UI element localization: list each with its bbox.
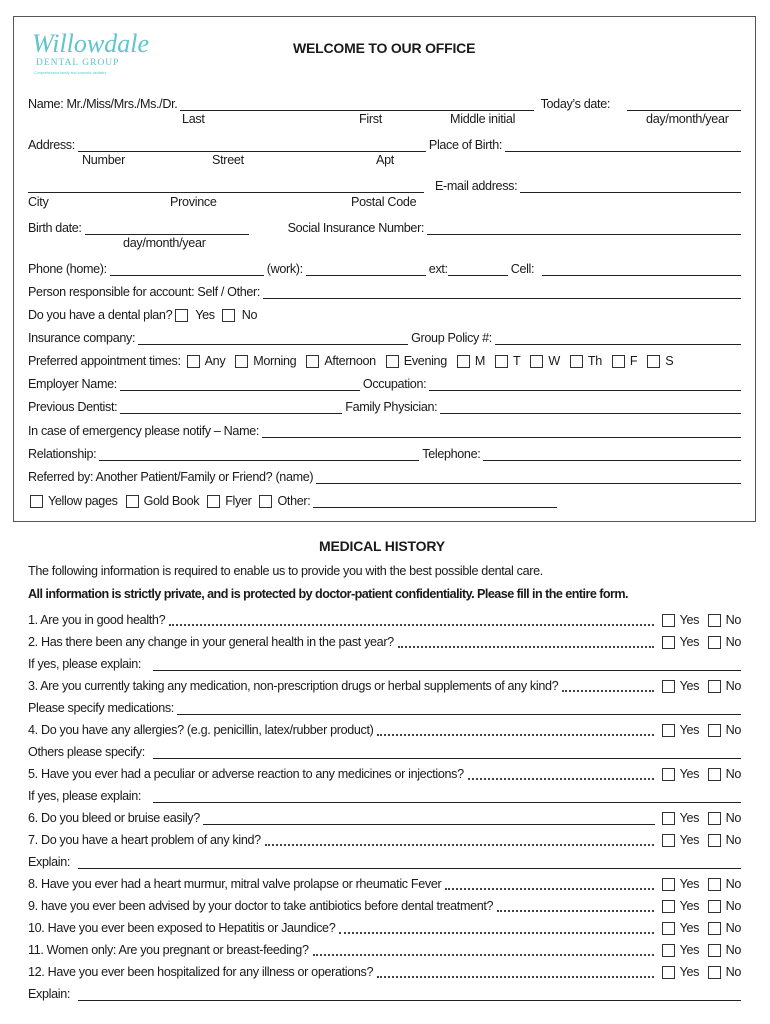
- medical-notice: [28, 583, 741, 601]
- q9-text: 9. have you ever been advised by your doctor to take antibiotics before dental treatment?: [28, 899, 494, 913]
- pref-th-checkbox[interactable]: [570, 355, 583, 368]
- q6-yes-label: Yes: [679, 811, 700, 825]
- ref-gold-book-label: Gold Book: [143, 494, 200, 508]
- middle-caption: Middle initial: [450, 112, 516, 126]
- sin-field[interactable]: [427, 222, 741, 235]
- today-label: Today’s date:: [540, 97, 610, 111]
- dental-plan-label: Do you have a dental plan?: [28, 308, 173, 322]
- ext-field[interactable]: [448, 263, 508, 276]
- employer-field[interactable]: [120, 378, 360, 391]
- q7-explain-field[interactable]: [78, 856, 741, 869]
- first-caption: First: [359, 112, 382, 126]
- q2-yes-checkbox[interactable]: [662, 636, 675, 649]
- q5-row: [28, 763, 741, 781]
- ref-yellow-pages-checkbox[interactable]: [30, 495, 43, 508]
- q4-specify-field[interactable]: [153, 746, 741, 759]
- q4-follow-row: [28, 741, 741, 759]
- pref-th-label: Th: [587, 354, 602, 368]
- medical-intro-text: The following information is required to enable us to provide you with the best possible dental care.: [28, 564, 543, 578]
- dental-plan-row: [28, 304, 741, 322]
- province-caption: Province: [170, 195, 217, 209]
- responsible-label: Person responsible for account: Self / Other:: [28, 285, 261, 299]
- q1-no-label: No: [725, 613, 741, 627]
- q12-row: [28, 961, 741, 979]
- svg-text:Willowdale: Willowdale: [32, 29, 149, 58]
- q5-follow-row: [28, 785, 741, 803]
- name-field[interactable]: [180, 98, 533, 111]
- q9-yes-label: Yes: [679, 899, 700, 913]
- group-policy-label: Group Policy #:: [411, 331, 492, 345]
- q5-no-label: No: [725, 767, 741, 781]
- occupation-label: Occupation:: [362, 377, 427, 391]
- q12-follow-row: [28, 983, 741, 1001]
- ref-flyer-checkbox[interactable]: [207, 495, 220, 508]
- birth-label: Birth date:: [28, 221, 82, 235]
- name-row: [28, 93, 741, 111]
- q3-yes-label: Yes: [679, 679, 700, 693]
- postal-caption: Postal Code: [351, 195, 417, 209]
- pref-any-label: Any: [204, 354, 226, 368]
- referred-row: [28, 466, 741, 484]
- pref-f-checkbox[interactable]: [612, 355, 625, 368]
- q8-row: [28, 873, 741, 891]
- q2-text: 2. Has there been any change in your general health in the past year?: [28, 635, 394, 649]
- referred-field[interactable]: [316, 471, 741, 484]
- apt-caption: Apt: [376, 153, 395, 167]
- q9-no-label: No: [725, 899, 741, 913]
- q10-row: [28, 917, 741, 935]
- q5-follow-label: If yes, please explain:: [28, 789, 142, 803]
- q6-row: [28, 807, 741, 825]
- q1-yes-label: Yes: [679, 613, 700, 627]
- responsible-row: [28, 281, 741, 299]
- q1-no-checkbox[interactable]: [708, 614, 721, 627]
- q2-follow-label: If yes, please explain:: [28, 657, 142, 671]
- q9-yes-checkbox[interactable]: [662, 900, 675, 913]
- pref-afternoon-checkbox[interactable]: [306, 355, 319, 368]
- q2-row: [28, 631, 741, 649]
- q7-text: 7. Do you have a heart problem of any kind?: [28, 833, 261, 847]
- city-row: [28, 175, 741, 193]
- q3-follow-label: Please specify medications:: [28, 701, 174, 715]
- q8-no-checkbox[interactable]: [708, 878, 721, 891]
- q7-row: [28, 829, 741, 847]
- medical-history-title: MEDICAL HISTORY: [319, 538, 445, 554]
- pref-t-label: T: [513, 354, 521, 368]
- occupation-field[interactable]: [429, 378, 741, 391]
- q8-yes-label: Yes: [679, 877, 700, 891]
- q4-yes-checkbox[interactable]: [662, 724, 675, 737]
- work-label: (work):: [266, 262, 303, 276]
- q2-follow-row: [28, 653, 741, 671]
- ref-other-label: Other:: [277, 494, 311, 508]
- q6-yes-checkbox[interactable]: [662, 812, 675, 825]
- q8-no-label: No: [725, 877, 741, 891]
- q12-no-checkbox[interactable]: [708, 966, 721, 979]
- q12-yes-checkbox[interactable]: [662, 966, 675, 979]
- pref-evening-label: Evening: [403, 354, 447, 368]
- q9-no-checkbox[interactable]: [708, 900, 721, 913]
- q2-yes-label: Yes: [679, 635, 700, 649]
- q12-explain-field[interactable]: [78, 988, 741, 1001]
- physician-label: Family Physician:: [345, 400, 438, 414]
- q11-leader: [313, 945, 654, 957]
- q5-yes-checkbox[interactable]: [662, 768, 675, 781]
- relationship-label: Relationship:: [28, 447, 97, 461]
- q11-no-checkbox[interactable]: [708, 944, 721, 957]
- ref-other-checkbox[interactable]: [259, 495, 272, 508]
- q4-no-label: No: [725, 723, 741, 737]
- email-label: E-mail address:: [435, 179, 518, 193]
- place-birth-field[interactable]: [505, 139, 741, 152]
- q6-no-label: No: [725, 811, 741, 825]
- q6-text: 6. Do you bleed or bruise easily?: [28, 811, 200, 825]
- phone-home-label: Phone (home):: [28, 262, 107, 276]
- emergency-field[interactable]: [262, 425, 741, 438]
- q3-follow-row: [28, 697, 741, 715]
- pref-f-label: F: [629, 354, 638, 368]
- q10-leader: [339, 923, 653, 935]
- q11-text: 11. Women only: Are you pregnant or breast-feeding?: [28, 943, 309, 957]
- phone-home-field[interactable]: [110, 263, 264, 276]
- q10-yes-label: Yes: [679, 921, 700, 935]
- q5-explain-field[interactable]: [153, 790, 741, 803]
- name-label: Name: Mr./Miss/Mrs./Ms./Dr.: [28, 97, 178, 111]
- cell-field[interactable]: [542, 263, 741, 276]
- q4-row: [28, 719, 741, 737]
- willowdale-logo: [30, 28, 149, 78]
- q7-leader: [265, 835, 654, 847]
- physician-field[interactable]: [440, 401, 741, 414]
- ext-label: ext:: [428, 262, 448, 276]
- q10-text: 10. Have you ever been exposed to Hepatitis or Jaundice?: [28, 921, 336, 935]
- q3-no-label: No: [725, 679, 741, 693]
- birth-dmy-caption: day/month/year: [123, 236, 206, 250]
- q6-no-checkbox[interactable]: [708, 812, 721, 825]
- q1-text: 1. Are you in good health?: [28, 613, 166, 627]
- q4-text: 4. Do you have any allergies? (e.g. penicillin, latex/rubber product): [28, 723, 374, 737]
- group-policy-field[interactable]: [495, 332, 741, 345]
- q11-no-label: No: [725, 943, 741, 957]
- q11-row: [28, 939, 741, 957]
- employer-row: [28, 373, 741, 391]
- q10-no-label: No: [725, 921, 741, 935]
- pref-m-label: M: [474, 354, 486, 368]
- dental-plan-yes-checkbox[interactable]: [175, 309, 188, 322]
- prev-dentist-field[interactable]: [120, 401, 342, 414]
- q3-text: 3. Are you currently taking any medication, non-prescription drugs or herbal supplements of any kind?: [28, 679, 559, 693]
- form-title: WELCOME TO OUR OFFICE: [293, 40, 476, 56]
- q12-text: 12. Have you ever been hospitalized for any illness or operations?: [28, 965, 374, 979]
- q4-yes-label: Yes: [679, 723, 700, 737]
- telephone-label: Telephone:: [422, 447, 481, 461]
- q2-explain-field[interactable]: [153, 658, 741, 671]
- q3-specify-field[interactable]: [177, 702, 741, 715]
- relationship-field[interactable]: [99, 448, 419, 461]
- q12-follow-label: Explain:: [28, 987, 71, 1001]
- ref-gold-book-checkbox[interactable]: [126, 495, 139, 508]
- q3-leader: [562, 681, 653, 693]
- pref-s-checkbox[interactable]: [647, 355, 660, 368]
- ref-other-field[interactable]: [313, 495, 557, 508]
- pref-s-label: S: [665, 354, 674, 368]
- ref-source-row: [28, 490, 741, 508]
- cell-label: Cell:: [510, 262, 535, 276]
- q1-yes-checkbox[interactable]: [662, 614, 675, 627]
- pref-label: Preferred appointment times:: [28, 354, 181, 368]
- q12-no-label: No: [725, 965, 741, 979]
- pref-m-checkbox[interactable]: [457, 355, 470, 368]
- emergency-row: [28, 420, 741, 438]
- today-dmy-caption: day/month/year: [646, 112, 729, 126]
- q3-row: [28, 675, 741, 693]
- q9-leader: [497, 901, 653, 913]
- dental-plan-no-label: No: [241, 308, 258, 322]
- city-caption: City: [28, 195, 49, 209]
- pref-morning-checkbox[interactable]: [235, 355, 248, 368]
- q7-no-checkbox[interactable]: [708, 834, 721, 847]
- q3-yes-checkbox[interactable]: [662, 680, 675, 693]
- place-birth-label: Place of Birth:: [428, 138, 503, 152]
- q3-no-checkbox[interactable]: [708, 680, 721, 693]
- telephone-field[interactable]: [483, 448, 741, 461]
- employer-label: Employer Name:: [28, 377, 117, 391]
- pref-w-checkbox[interactable]: [530, 355, 543, 368]
- q9-row: [28, 895, 741, 913]
- pref-t-checkbox[interactable]: [495, 355, 508, 368]
- number-caption: Number: [82, 153, 125, 167]
- relationship-row: [28, 443, 741, 461]
- pref-w-label: W: [548, 354, 560, 368]
- q1-leader: [169, 615, 653, 627]
- insurance-row: [28, 327, 741, 345]
- prev-dentist-row: [28, 396, 741, 414]
- pref-any-checkbox[interactable]: [187, 355, 200, 368]
- q6-field[interactable]: [203, 812, 655, 825]
- q7-yes-label: Yes: [679, 833, 700, 847]
- today-date-field[interactable]: [627, 98, 741, 111]
- q12-yes-label: Yes: [679, 965, 700, 979]
- q8-leader: [445, 879, 653, 891]
- birth-field[interactable]: [85, 222, 249, 235]
- q2-no-label: No: [725, 635, 741, 649]
- address-row: [28, 134, 741, 152]
- last-caption: Last: [182, 112, 205, 126]
- q11-yes-checkbox[interactable]: [662, 944, 675, 957]
- q7-yes-checkbox[interactable]: [662, 834, 675, 847]
- q7-no-label: No: [725, 833, 741, 847]
- medical-notice-text: All information is strictly private, and is protected by doctor-patient confidentiality. Please fill in the entire form.: [28, 587, 628, 601]
- q7-follow-label: Explain:: [28, 855, 71, 869]
- q4-leader: [377, 725, 653, 737]
- pref-row: [28, 350, 741, 368]
- q5-yes-label: Yes: [679, 767, 700, 781]
- q7-follow-row: [28, 851, 741, 869]
- q10-yes-checkbox[interactable]: [662, 922, 675, 935]
- phone-row: [28, 258, 741, 276]
- dental-plan-no-checkbox[interactable]: [222, 309, 235, 322]
- q5-text: 5. Have you ever had a peculiar or adverse reaction to any medicines or injections?: [28, 767, 464, 781]
- q2-no-checkbox[interactable]: [708, 636, 721, 649]
- q11-yes-label: Yes: [679, 943, 700, 957]
- email-field[interactable]: [520, 180, 741, 193]
- city-field[interactable]: [28, 180, 424, 193]
- emergency-label: In case of emergency please notify – Name:: [28, 424, 260, 438]
- address-field[interactable]: [78, 139, 426, 152]
- pref-morning-label: Morning: [253, 354, 297, 368]
- ref-yellow-pages-label: Yellow pages: [48, 494, 118, 508]
- insurance-label: Insurance company:: [28, 331, 136, 345]
- work-field[interactable]: [306, 263, 426, 276]
- address-label: Address:: [28, 138, 75, 152]
- pref-evening-checkbox[interactable]: [386, 355, 399, 368]
- q2-leader: [398, 637, 654, 649]
- responsible-field[interactable]: [263, 286, 741, 299]
- medical-intro: [28, 560, 741, 578]
- street-caption: Street: [212, 153, 244, 167]
- insurance-field[interactable]: [138, 332, 408, 345]
- q8-text: 8. Have you ever had a heart murmur, mitral valve prolapse or rheumatic Fever: [28, 877, 442, 891]
- q4-no-checkbox[interactable]: [708, 724, 721, 737]
- q5-leader: [468, 769, 654, 781]
- ref-flyer-label: Flyer: [225, 494, 252, 508]
- q10-no-checkbox[interactable]: [708, 922, 721, 935]
- q8-yes-checkbox[interactable]: [662, 878, 675, 891]
- svg-text:Comprehensive family and cosme: Comprehensive family and cosmetic dentistry: [34, 71, 107, 75]
- prev-dentist-label: Previous Dentist:: [28, 400, 118, 414]
- q4-follow-label: Others please specify:: [28, 745, 145, 759]
- q12-leader: [377, 967, 653, 979]
- q1-row: [28, 609, 741, 627]
- dental-plan-yes-label: Yes: [195, 308, 215, 322]
- sin-label: Social Insurance Number:: [287, 221, 425, 235]
- svg-text:DENTAL GROUP: DENTAL GROUP: [36, 58, 120, 68]
- referred-label: Referred by: Another Patient/Family or Friend? (name): [28, 470, 314, 484]
- q5-no-checkbox[interactable]: [708, 768, 721, 781]
- birth-row: [28, 217, 741, 235]
- pref-afternoon-label: Afternoon: [324, 354, 376, 368]
